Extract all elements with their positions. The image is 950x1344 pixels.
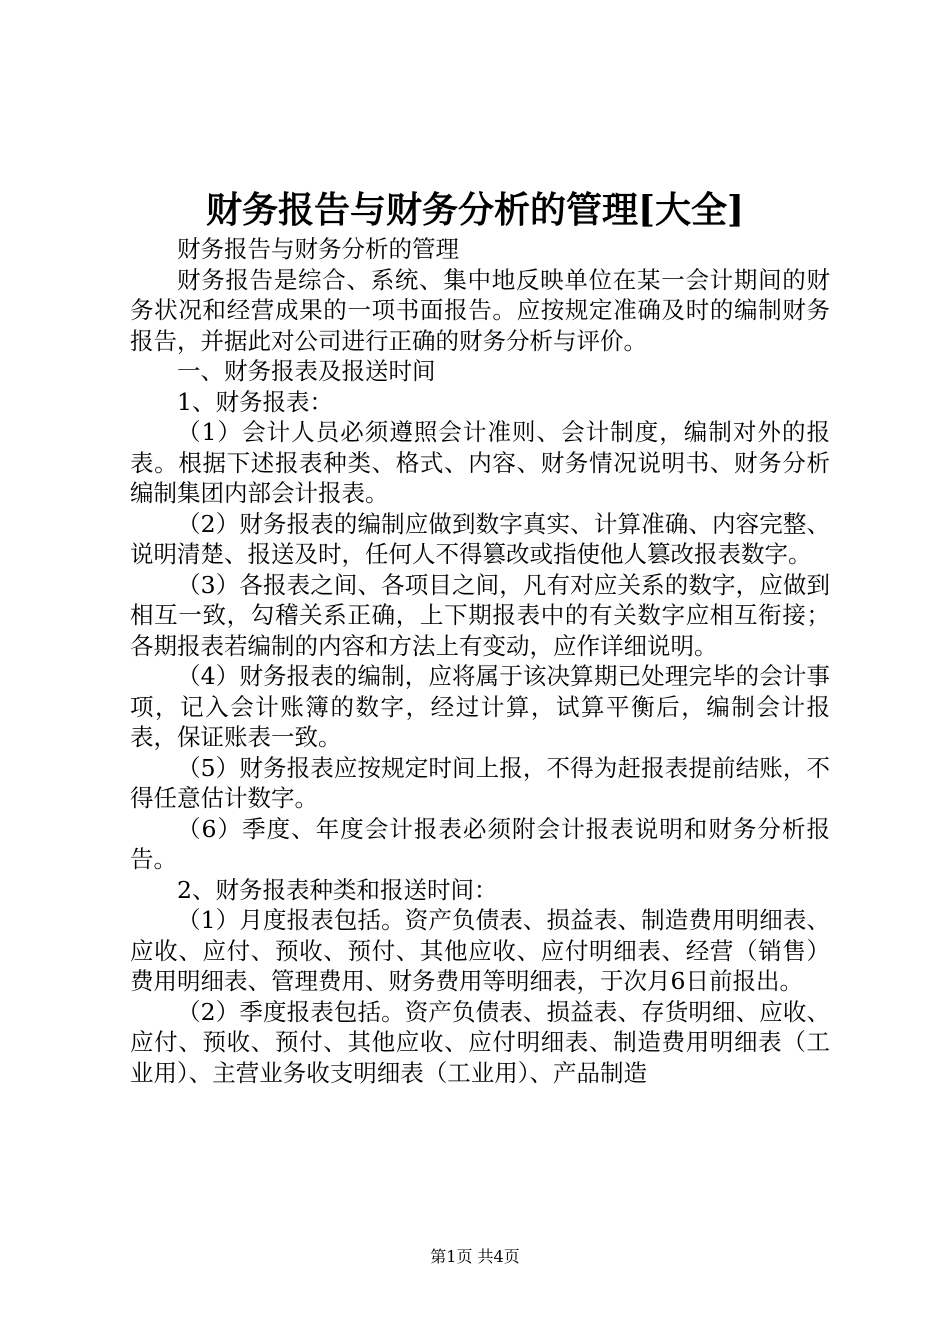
paragraph-item: （6）季度、年度会计报表必须附会计报表说明和财务分析报告。	[130, 814, 830, 873]
paragraph-item: （1）会计人员必须遵照会计准则、会计制度，编制对外的报表。根据下述报表种类、格式、内容、财务情况说明书、财务分析编制集团内部会计报表。	[130, 418, 830, 507]
paragraph-item: （5）财务报表应按规定时间上报，不得为赶报表提前结账，不得任意估计数字。	[130, 753, 830, 812]
paragraph-item: （2）季度报表包括。资产负债表、损益表、存货明细、应收、应付、预收、预付、其他应收、应付明细表、制造费用明细表（工业用）、主营业务收支明细表（工业用）、产品制造	[130, 997, 830, 1087]
section-heading: 一、财务报表及报送时间	[177, 357, 436, 385]
paragraph-intro: 财务报告是综合、系统、集中地反映单位在某一会计期间的财务状况和经营成果的一项书面报告。应按规定准确及时的编制财务报告，并据此对公司进行正确的财务分析与评价。	[130, 265, 830, 355]
page-footer: 第1页 共4页	[430, 1247, 520, 1266]
paragraph-subtitle: 财务报告与财务分析的管理	[177, 235, 459, 263]
paragraph-item: （2）财务报表的编制应做到数字真实、计算准确、内容完整、说明清楚、报送及时，任何人不得篡改或指使他人篡改报表数字。	[130, 509, 830, 568]
document-body	[130, 234, 830, 1088]
paragraph-item: （1）月度报表包括。资产负债表、损益表、制造费用明细表、应收、应付、预收、预付、其他应收、应付明细表、经营（销售）费用明细表、管理费用、财务费用等明细表，于次月6日前报出。	[130, 906, 830, 995]
subsection-heading: 2、财务报表种类和报送时间：	[177, 875, 498, 904]
paragraph-item: （4）财务报表的编制，应将属于该决算期已处理完毕的会计事项，记入会计账簿的数字，经过计算，试算平衡后，编制会计报表，保证账表一致。	[130, 662, 830, 751]
subsection-heading: 1、财务报表：	[177, 387, 333, 416]
paragraph-item: （3）各报表之间、各项目之间，凡有对应关系的数字，应做到相互一致，勾稽关系正确，上下期报表中的有关数字应相互衔接；各期报表若编制的内容和方法上有变动，应作详细说明。	[130, 570, 830, 660]
document-title: 财务报告与财务分析的管理[大全]	[205, 189, 745, 231]
